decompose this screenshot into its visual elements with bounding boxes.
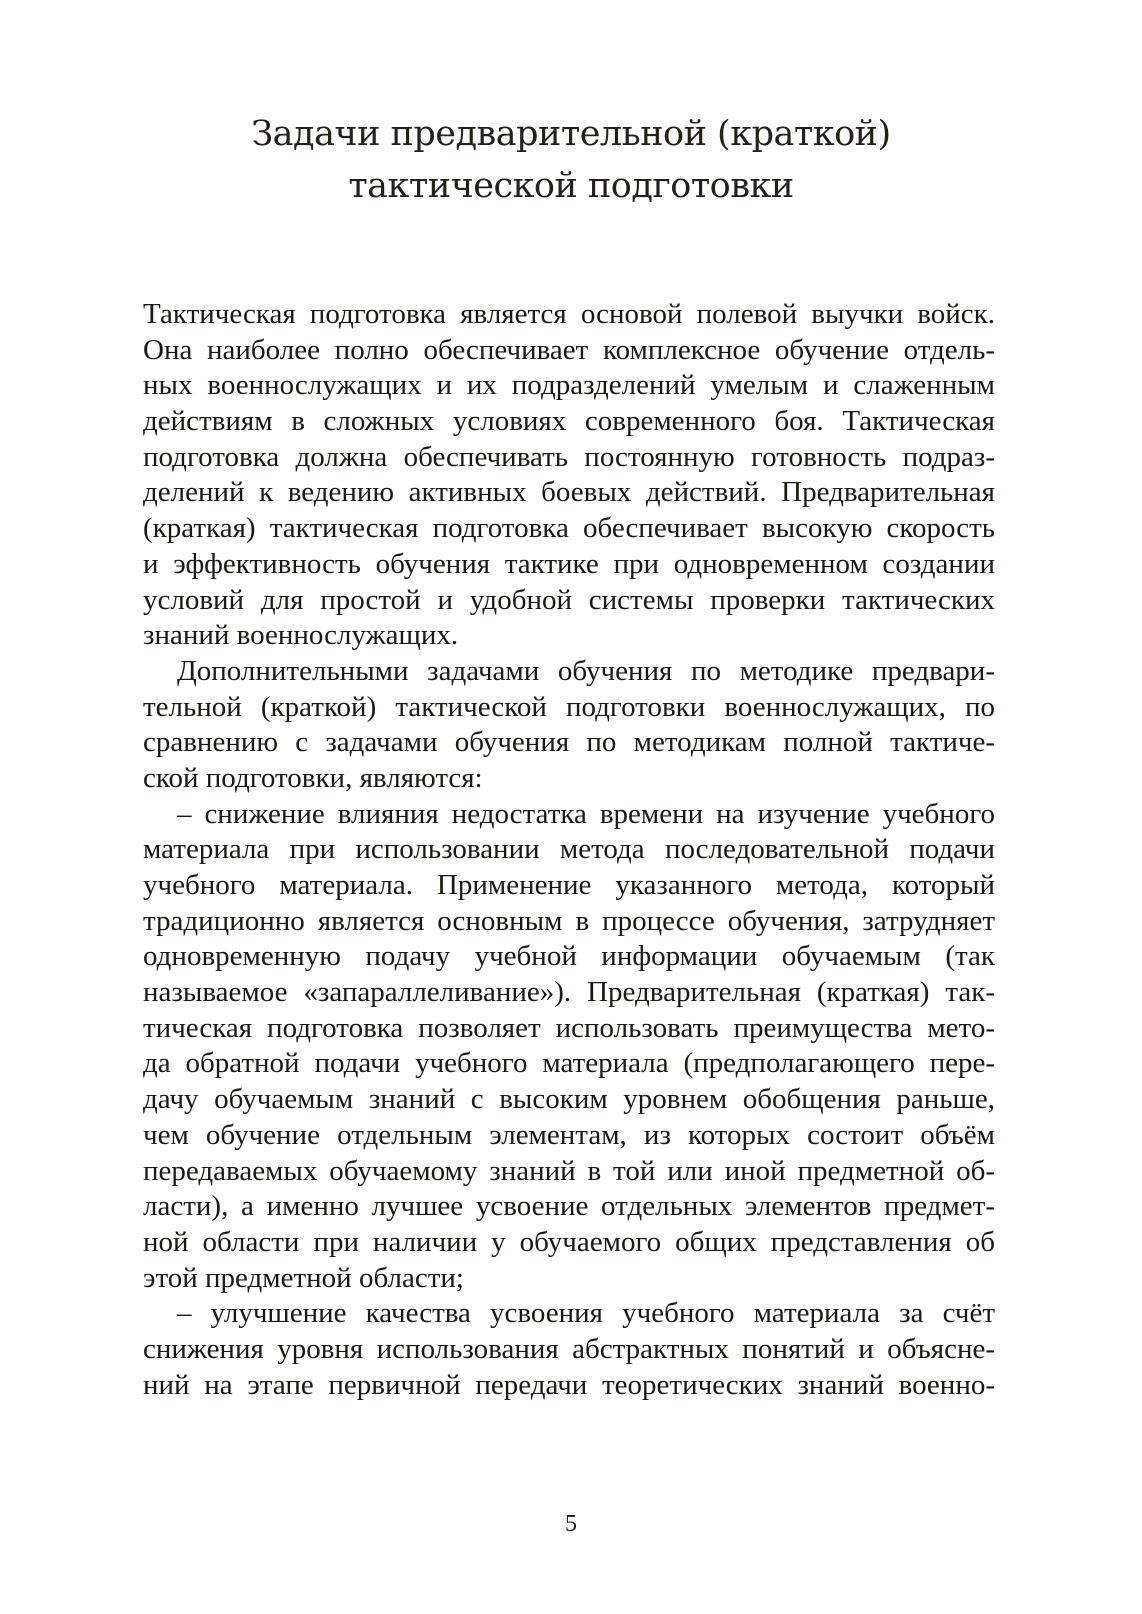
- text-line: подготовка должна обеспечивать постоянную готовность подраз-: [143, 440, 995, 473]
- title-line-2: тактической подготовки: [348, 166, 794, 206]
- text-line: тическая подготовка позволяет использовать преимущества мето-: [143, 1011, 995, 1044]
- text-line: делений к ведению активных боевых действий. Предварительная: [143, 476, 995, 509]
- body-text: [143, 297, 995, 1403]
- text-line: ной области при наличии у обучаемого общих представления об: [143, 1225, 995, 1258]
- text-line: (краткая) тактическая подготовка обеспечивает высокую скорость: [143, 512, 995, 545]
- text-line: – снижение влияния недостатка времени на изучение учебного: [177, 797, 995, 830]
- text-line: Она наиболее полно обеспечивает комплексное обучение отдель-: [143, 333, 995, 366]
- text-line: чем обучение отдельным элементам, из которых состоит объём: [143, 1118, 995, 1151]
- text-line: традиционно является основным в процессе обучения, затрудняет: [143, 904, 995, 937]
- title-line-1: Задачи предварительной (краткой): [251, 114, 891, 154]
- page-number: 5: [565, 1511, 577, 1537]
- text-line: тельной (краткой) тактической подготовки военнослужащих, по: [143, 690, 995, 723]
- text-line: материала при использовании метода последовательной подачи: [143, 833, 995, 866]
- text-line: – улучшение качества усвоения учебного материала за счёт: [177, 1297, 995, 1330]
- text-line: и эффективность обучения тактике при одновременном создании: [143, 547, 995, 580]
- text-line: снижения уровня использования абстрактных понятий и объясне-: [143, 1332, 995, 1365]
- text-line: действиям в сложных условиях современного боя. Тактическая: [143, 405, 995, 438]
- text-line: ний на этапе первичной передачи теоретических знаний военно-: [143, 1368, 995, 1401]
- page-title: [0, 108, 1142, 212]
- text-line: передаваемых обучаемому знаний в той или иной предметной об-: [143, 1154, 995, 1187]
- text-line: дачу обучаемым знаний с высоким уровнем обобщения раньше,: [143, 1083, 995, 1116]
- text-line: ласти), а именно лучшее усвоение отдельных элементов предмет-: [143, 1190, 995, 1223]
- text-line: этой предметной области;: [143, 1261, 464, 1294]
- text-line: ных военнослужащих и их подразделений умелым и слаженным: [143, 369, 995, 402]
- text-line: Тактическая подготовка является основой полевой выучки войск.: [143, 298, 995, 330]
- text-line: одновременную подачу учебной информации обучаемым (так: [143, 940, 995, 973]
- text-line: да обратной подачи учебного материала (предполагающего пере-: [143, 1047, 995, 1080]
- text-line: называемое «запараллеливание»). Предварительная (краткая) так-: [143, 976, 995, 1009]
- text-line: знаний военнослужащих.: [143, 619, 459, 652]
- text-line: учебного материала. Применение указанного метода, который: [143, 869, 995, 901]
- text-line: Дополнительными задачами обучения по методике предвари-: [177, 654, 995, 687]
- text-line: условий для простой и удобной системы проверки тактических: [143, 583, 995, 616]
- text-line: ской подготовки, являются:: [143, 761, 483, 794]
- text-line: сравнению с задачами обучения по методикам полной тактиче-: [143, 726, 995, 759]
